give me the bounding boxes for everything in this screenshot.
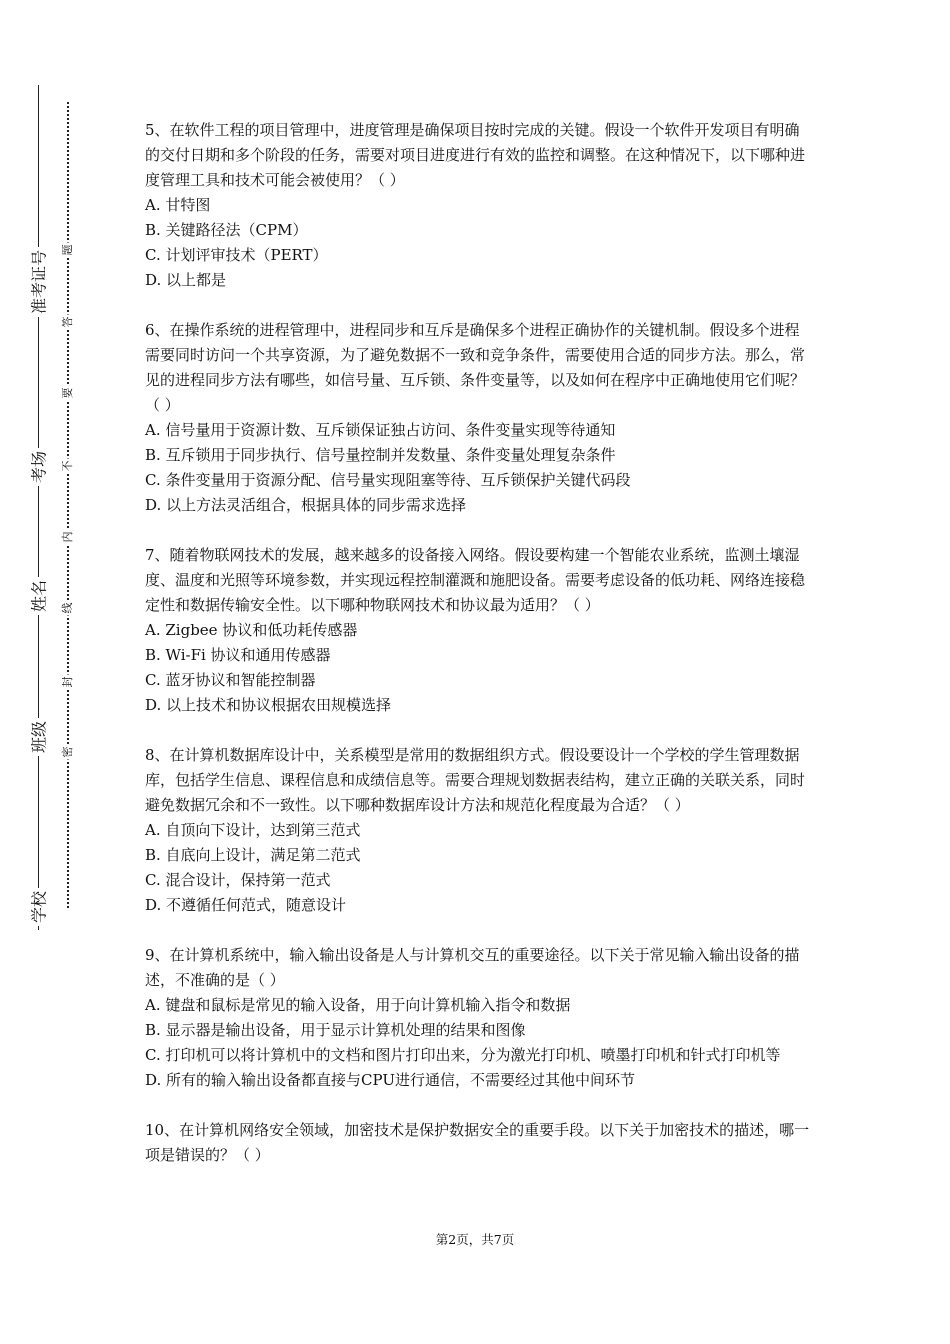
field-exam-id: 准考证号 bbox=[27, 247, 50, 317]
option-d: D. 不遵循任何范式，随意设计 bbox=[145, 896, 347, 914]
question-5 bbox=[145, 118, 813, 293]
option-b: B. 关键路径法（CPM） bbox=[145, 221, 308, 239]
option-c: C. 混合设计，保持第一范式 bbox=[145, 871, 331, 889]
binding-margin bbox=[0, 0, 120, 1344]
option-a: A. 键盘和鼠标是常见的输入设备，用于向计算机输入指令和数据 bbox=[145, 996, 571, 1014]
question-stem: 5、在软件工程的项目管理中，进度管理是确保项目按时完成的关键。假设一个软件开发项目有明确的交付日期和多个阶段的任务，需要对项目进度进行有效的监控和调整。在这种情况下，以下哪种进度管理工具和技术可能会被使用？（ ） bbox=[145, 121, 806, 189]
question-9 bbox=[145, 943, 813, 1093]
seal-char: 密 bbox=[61, 746, 74, 758]
option-b: B. 互斥锁用于同步执行、信号量控制并发数量、条件变量处理复杂条件 bbox=[145, 446, 616, 464]
field-school: 学校 bbox=[27, 888, 50, 926]
field-exam-room: 考场 bbox=[27, 448, 50, 486]
seal-char: 内 bbox=[61, 531, 74, 543]
option-d: D. 以上都是 bbox=[145, 271, 227, 289]
seal-char: 要 bbox=[61, 387, 74, 399]
option-b: B. 显示器是输出设备，用于显示计算机处理的结果和图像 bbox=[145, 1021, 526, 1039]
field-name: 姓名 bbox=[27, 577, 50, 615]
binding-solid-line bbox=[38, 85, 39, 930]
seal-char: 不 bbox=[61, 460, 74, 472]
question-8 bbox=[145, 743, 813, 918]
seal-char: 封 bbox=[61, 676, 74, 688]
question-stem: 8、在计算机数据库设计中，关系模型是常用的数据组织方式。假设要设计一个学校的学生管理数据库，包括学生信息、课程信息和成绩信息等。需要合理规划数据表结构，建立正确的关联关系，同时避免数据冗余和不一致性。以下哪种数据库设计方法和规范化程度最为合适？（ ） bbox=[145, 746, 806, 814]
question-stem: 10、在计算机网络安全领域，加密技术是保护数据安全的重要手段。以下关于加密技术的描述，哪一项是错误的？（ ） bbox=[145, 1121, 810, 1164]
option-b: B. 自底向上设计，满足第二范式 bbox=[145, 846, 361, 864]
option-c: C. 计划评审技术（PERT） bbox=[145, 246, 328, 264]
question-stem: 7、随着物联网技术的发展，越来越多的设备接入网络。假设要构建一个智能农业系统，监测土壤湿度、温度和光照等环境参数，并实现远程控制灌溉和施肥设备。需要考虑设备的低功耗、网络连接稳定性和数据传输安全性。以下哪种物联网技术和协议最为适用？（ ） bbox=[145, 546, 806, 614]
question-stem: 6、在操作系统的进程管理中，进程同步和互斥是确保多个进程正确协作的关键机制。假设多个进程需要同时访问一个共享资源，为了避免数据不一致和竞争条件，需要使用合适的同步方法。那么，常见的进程同步方法有哪些，如信号量、互斥锁、条件变量等，以及如何在程序中正确地使用它们呢？（ ） bbox=[145, 321, 806, 414]
question-7 bbox=[145, 543, 813, 718]
seal-char: 线 bbox=[61, 602, 74, 614]
question-10 bbox=[145, 1118, 813, 1168]
option-c: C. 蓝牙协议和智能控制器 bbox=[145, 671, 316, 689]
question-6 bbox=[145, 318, 813, 518]
question-stem: 9、在计算机系统中，输入输出设备是人与计算机交互的重要途径。以下关于常见输入输出设备的描述，不准确的是（ ） bbox=[145, 946, 800, 989]
seal-char: 题 bbox=[61, 244, 74, 256]
option-a: A. Zigbee 协议和低功耗传感器 bbox=[145, 621, 358, 639]
option-b: B. Wi-Fi 协议和通用传感器 bbox=[145, 646, 331, 664]
page-footer: 第2页，共7页 bbox=[435, 1232, 515, 1247]
field-class: 班级 bbox=[27, 718, 50, 756]
seal-char: 答 bbox=[61, 316, 74, 328]
option-d: D. 以上技术和协议根据农田规模选择 bbox=[145, 696, 392, 714]
question-list bbox=[145, 118, 813, 1193]
option-d: D. 所有的输入输出设备都直接与CPU进行通信，不需要经过其他中间环节 bbox=[145, 1071, 635, 1089]
binding-dotted-line bbox=[67, 102, 69, 908]
option-c: C. 条件变量用于资源分配、信号量实现阻塞等待、互斥锁保护关键代码段 bbox=[145, 471, 631, 489]
option-a: A. 自顶向下设计，达到第三范式 bbox=[145, 821, 361, 839]
option-a: A. 甘特图 bbox=[145, 196, 211, 214]
option-c: C. 打印机可以将计算机中的文档和图片打印出来，分为激光打印机、喷墨打印机和针式打印机等 bbox=[145, 1046, 781, 1064]
option-d: D. 以上方法灵活组合，根据具体的同步需求选择 bbox=[145, 496, 467, 514]
option-a: A. 信号量用于资源计数、互斥锁保证独占访问、条件变量实现等待通知 bbox=[145, 421, 616, 439]
